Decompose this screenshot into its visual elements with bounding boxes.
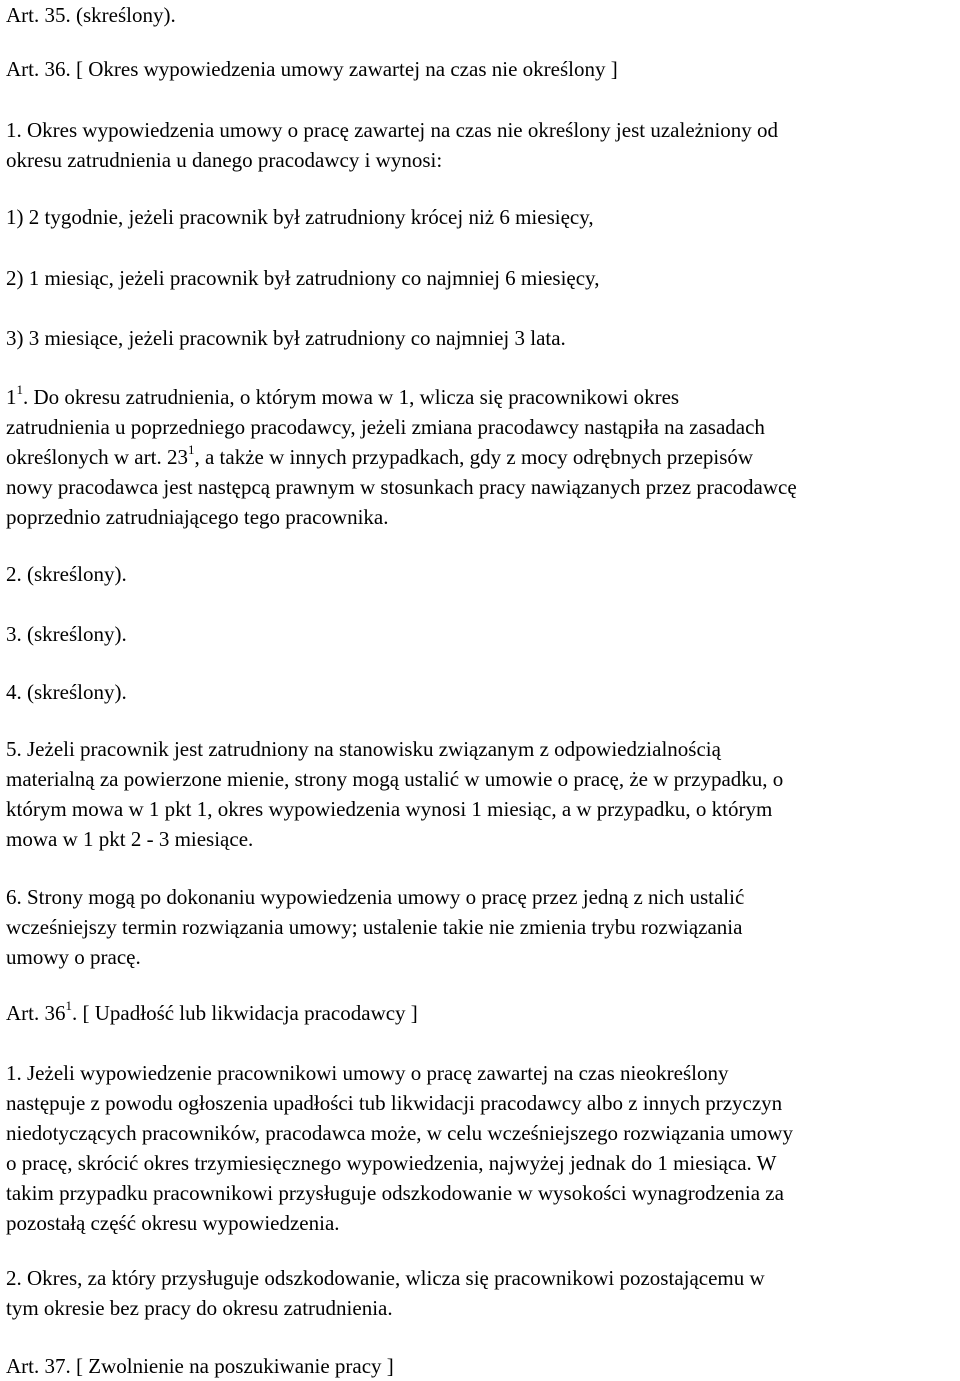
text-line: mowa w 1 pkt 2 - 3 miesiące. [6, 827, 254, 851]
text-line: wcześniejszy termin rozwiązania umowy; ustalenie takie nie zmienia trybu rozwiązania [6, 915, 743, 939]
text-run: , a także w innych przypadkach, gdy z mocy odrębnych przepisów [194, 445, 754, 469]
text-line: Art. 36. [ Okres wypowiedzenia umowy zawartej na czas nie określony ] [6, 57, 618, 81]
section-number: 1 [6, 385, 17, 409]
text-line: materialną za powierzone mienie, strony mogą ustalić w umowie o pracę, że w przypadku, o [6, 767, 784, 791]
text-line: 3. (skreślony). [6, 622, 127, 646]
superscript: 1 [65, 998, 72, 1013]
text-run: . [ Upadłość lub likwidacja pracodawcy ] [72, 1001, 418, 1025]
text-line: 2) 1 miesiąc, jeżeli pracownik był zatrudniony co najmniej 6 miesięcy, [6, 266, 600, 290]
text-line: następuje z powodu ogłoszenia upadłości tub likwidacji pracodawcy albo z innych przyczyn [6, 1091, 783, 1115]
art36-1-para-1 [6, 1058, 958, 1238]
art36-heading [6, 54, 958, 84]
art36-1-heading [6, 998, 958, 1028]
text-line: o pracę, skrócić okres trzymiesięcznego wypowiedzenia, najwyżej jednak do 1 miesiąca. W [6, 1151, 777, 1175]
text-line: tym okresie bez pracy do okresu zatrudnienia. [6, 1296, 393, 1320]
text-line: 1. Jeżeli wypowiedzenie pracownikowi umowy o pracę zawartej na czas nieokreślony [6, 1061, 729, 1085]
text-line [6, 442, 958, 472]
art36-para-1-1 [6, 382, 958, 532]
text-line [6, 998, 958, 1028]
art37-heading [6, 1351, 958, 1381]
art35-line [6, 0, 958, 30]
text-line: 1. Okres wypowiedzenia umowy o pracę zawartej na czas nie określony jest uzależniony od [6, 118, 779, 142]
text-line: Art. 37. [ Zwolnienie na poszukiwanie pracy ] [6, 1354, 394, 1378]
art36-para-3 [6, 619, 958, 649]
text-line: poprzednio zatrudniającego tego pracownika. [6, 505, 389, 529]
superscript: 1 [187, 442, 195, 457]
text-line: nowy pracodawca jest następcą prawnym w stosunkach pracy nawiązanych przez pracodawcę [6, 475, 797, 499]
text-run: . Do okresu zatrudnienia, o którym mowa w 1, wlicza się pracownikowi okres [23, 385, 680, 409]
text-run: Art. 36 [6, 1001, 66, 1025]
text-line: 3) 3 miesiące, jeżeli pracownik był zatrudniony co najmniej 3 lata. [6, 326, 566, 350]
text-line: 5. Jeżeli pracownik jest zatrudniony na stanowisku związanym z odpowiedzialnością [6, 737, 721, 761]
art36-item-2 [6, 263, 958, 293]
art36-para-5 [6, 734, 958, 854]
text-line: 2. Okres, za który przysługuje odszkodowanie, wlicza się pracownikowi pozostającemu w [6, 1266, 765, 1290]
text-line: 2. (skreślony). [6, 562, 127, 586]
art36-para-1 [6, 115, 958, 175]
superscript: 1 [16, 382, 23, 397]
text-line: okresu zatrudnienia u danego pracodawcy i wynosi: [6, 148, 443, 172]
text-line: Art. 35. (skreślony). [6, 3, 176, 27]
text-line: 6. Strony mogą po dokonaniu wypowiedzenia umowy o pracę przez jedną z nich ustalić [6, 885, 745, 909]
art36-para-2 [6, 559, 958, 589]
text-line: niedotyczących pracowników, pracodawca może, w celu wcześniejszego rozwiązania umowy [6, 1121, 793, 1145]
text-run: określonych w art. 23 [6, 445, 188, 469]
text-line: zatrudnienia u poprzedniego pracodawcy, jeżeli zmiana pracodawcy nastąpiła na zasadach [6, 415, 765, 439]
text-line: pozostałą część okresu wypowiedzenia. [6, 1211, 340, 1235]
art36-item-3 [6, 323, 958, 353]
text-line [6, 382, 958, 412]
text-line: takim przypadku pracownikowi przysługuje odszkodowanie w wysokości wynagrodzenia za [6, 1181, 784, 1205]
text-line: umowy o pracę. [6, 945, 141, 969]
text-line: 4. (skreślony). [6, 680, 127, 704]
art36-item-1 [6, 202, 958, 232]
text-line: którym mowa w 1 pkt 1, okres wypowiedzenia wynosi 1 miesiąc, a w przypadku, o którym [6, 797, 773, 821]
art36-para-4 [6, 677, 958, 707]
art36-para-6 [6, 882, 958, 972]
art36-1-para-2 [6, 1263, 958, 1323]
text-line: 1) 2 tygodnie, jeżeli pracownik był zatrudniony krócej niż 6 miesięcy, [6, 205, 594, 229]
